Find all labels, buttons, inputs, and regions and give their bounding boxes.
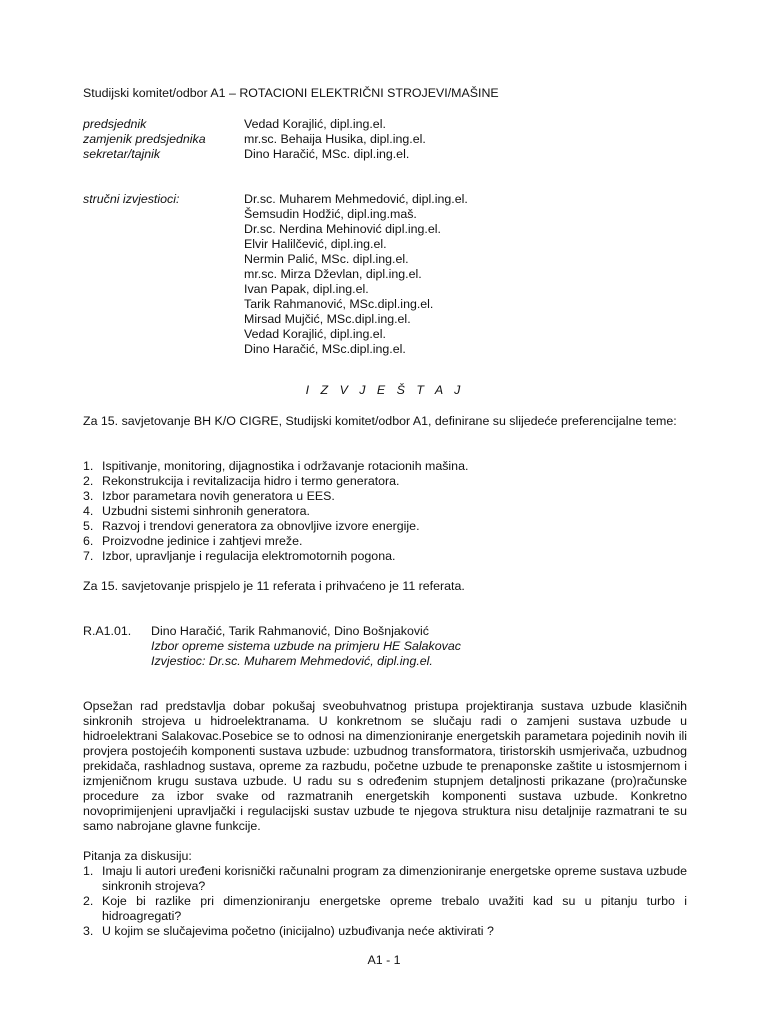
list-text: Imaju li autori uređeni korisnički računalni program za dimenzioniranje energetske opreme sustava uzbude sinkronih strojeva? xyxy=(102,864,687,893)
role-name: Dino Haračić, MSc. dipl.ing.el. xyxy=(244,147,410,161)
list-item xyxy=(83,924,687,939)
list-text: Rekonstrukcija i revitalizacija hidro i termo generatora. xyxy=(102,474,400,488)
role-name: mr.sc. Behaija Husika, dipl.ing.el. xyxy=(244,132,426,146)
reporter-name: Nermin Palić, MSc. dipl.ing.el. xyxy=(244,252,409,266)
list-item xyxy=(83,519,687,534)
list-number: 4. xyxy=(83,504,94,518)
reporter-name: Mirsad Mujčić, MSc.dipl.ing.el. xyxy=(244,312,411,326)
list-number: 1. xyxy=(83,459,94,473)
list-item xyxy=(83,474,687,489)
paper-reference xyxy=(83,624,687,669)
list-number: 5. xyxy=(83,519,94,533)
report-title: I Z V J E Š T A J xyxy=(305,383,465,397)
role-label: sekretar/tajnik xyxy=(83,147,161,161)
list-number: 2. xyxy=(83,474,94,488)
reporter-name: mr.sc. Mirza Dževlan, dipl.ing.el. xyxy=(244,267,422,281)
reporter-name: Ivan Papak, dipl.ing.el. xyxy=(244,282,369,296)
role-name: Vedad Korajlić, dipl.ing.el. xyxy=(244,117,386,131)
reporter-name: Dr.sc. Nerdina Mehinović dipl.ing.el. xyxy=(244,222,441,236)
reporter-name: Vedad Korajlić, dipl.ing.el. xyxy=(244,327,386,341)
list-number: 7. xyxy=(83,549,94,563)
list-item xyxy=(83,894,687,924)
paper-authors: Dino Haračić, Tarik Rahmanović, Dino Bošnjaković xyxy=(151,624,429,638)
list-text: Proizvodne jedinice i zahtjevi mreže. xyxy=(102,534,303,548)
list-text: Izbor parametara novih generatora u EES. xyxy=(102,489,335,503)
questions-heading: Pitanja za diskusiju: xyxy=(83,849,192,863)
reporters-label: stručni izvjestioci: xyxy=(83,192,180,206)
list-number: 6. xyxy=(83,534,94,548)
document-page xyxy=(83,86,687,939)
list-item xyxy=(83,459,687,474)
list-text: Koje bi razlike pri dimenzioniranju energetske opreme trebalo uvažiti kad su u pitanju turbo i hidroagregati? xyxy=(102,894,687,923)
paper-id: R.A1.01. xyxy=(83,624,132,638)
role-label: zamjenik predsjednika xyxy=(83,132,206,146)
list-text: Izbor, upravljanje i regulacija elektromotornih pogona. xyxy=(102,549,396,563)
intro-paragraph: Za 15. savjetovanje BH K/O CIGRE, Studijski komitet/odbor A1, definirane su slijedeće preferencijalne teme: xyxy=(83,414,677,428)
list-item xyxy=(83,864,687,894)
topics-list xyxy=(83,459,687,564)
questions-list xyxy=(83,864,687,939)
list-item xyxy=(83,549,687,564)
reporter-name: Šemsudin Hodžić, dipl.ing.maš. xyxy=(244,207,417,221)
list-text: Razvoj i trendovi generatora za obnovljive izvore energije. xyxy=(102,519,420,533)
list-text: U kojim se slučajevima početno (inicijalno) uzbuđivanja neće aktivirati ? xyxy=(102,924,494,938)
paper-title: Izbor opreme sistema uzbude na primjeru HE Salakovac xyxy=(151,639,461,653)
list-item xyxy=(83,534,687,549)
reporter-name: Dino Haračić, MSc.dipl.ing.el. xyxy=(244,342,406,356)
committee-heading: Studijski komitet/odbor A1 – ROTACIONI ELEKTRIČNI STROJEVI/MAŠINE xyxy=(83,86,499,100)
reporter-name: Tarik Rahmanović, MSc.dipl.ing.el. xyxy=(244,297,434,311)
list-number: 2. xyxy=(83,894,94,908)
reporter-name: Dr.sc. Muharem Mehmedović, dipl.ing.el. xyxy=(244,192,468,206)
reporter-name: Elvir Halilčević, dipl.ing.el. xyxy=(244,237,387,251)
list-item xyxy=(83,504,687,519)
list-text: Uzbudni sistemi sinhronih generatora. xyxy=(102,504,310,518)
list-text: Ispitivanje, monitoring, dijagnostika i održavanje rotacionih mašina. xyxy=(102,459,469,473)
role-label: predsjednik xyxy=(83,117,147,131)
list-number: 1. xyxy=(83,864,94,878)
summary-paragraph: Opsežan rad predstavlja dobar pokušaj sveobuhvatnog pristupa projektiranja sustava uzbude klasičnih sinkronih strojeva u hidroelektranama. U konkretnom se slučaju radi o zamjeni sustava uzbude u hidroelektrani Salakovac.Posebice se to odnosi na dimenzioniranje energetskih parametara pojedinih novih ili provjera postojećih komponenti sustava uzbude: uzbudnog transformatora, tiristorskih usmjerivača, uzbudnog prekidača, rashladnog sustava, opreme za razbudu, početne uzbude te prenaponske zaštite u istosmjernom i izmjeničnom krugu sustava uzbude. U radu su s određenim stupnjem detaljnosti prikazane (pro)računske procedure za izbor svake od razmatranih energetskih komponenti sustava uzbude. Konkretno novoprimijenjeni upravljački i regulacijski sustav uzbude te njegova struktura nisu detaljnije razmatrani te su samo nabrojane glavne funkcije. xyxy=(83,699,687,833)
list-number: 3. xyxy=(83,924,94,938)
committee-roles xyxy=(83,117,687,357)
page-number: A1 - 1 xyxy=(367,953,401,967)
paper-reporter: Izvjestioc: Dr.sc. Muharem Mehmedović, dipl.ing.el. xyxy=(151,654,433,668)
list-number: 3. xyxy=(83,489,94,503)
list-item xyxy=(83,489,687,504)
received-paragraph: Za 15. savjetovanje prispjelo je 11 referata i prihvaćeno je 11 referata. xyxy=(83,579,465,593)
